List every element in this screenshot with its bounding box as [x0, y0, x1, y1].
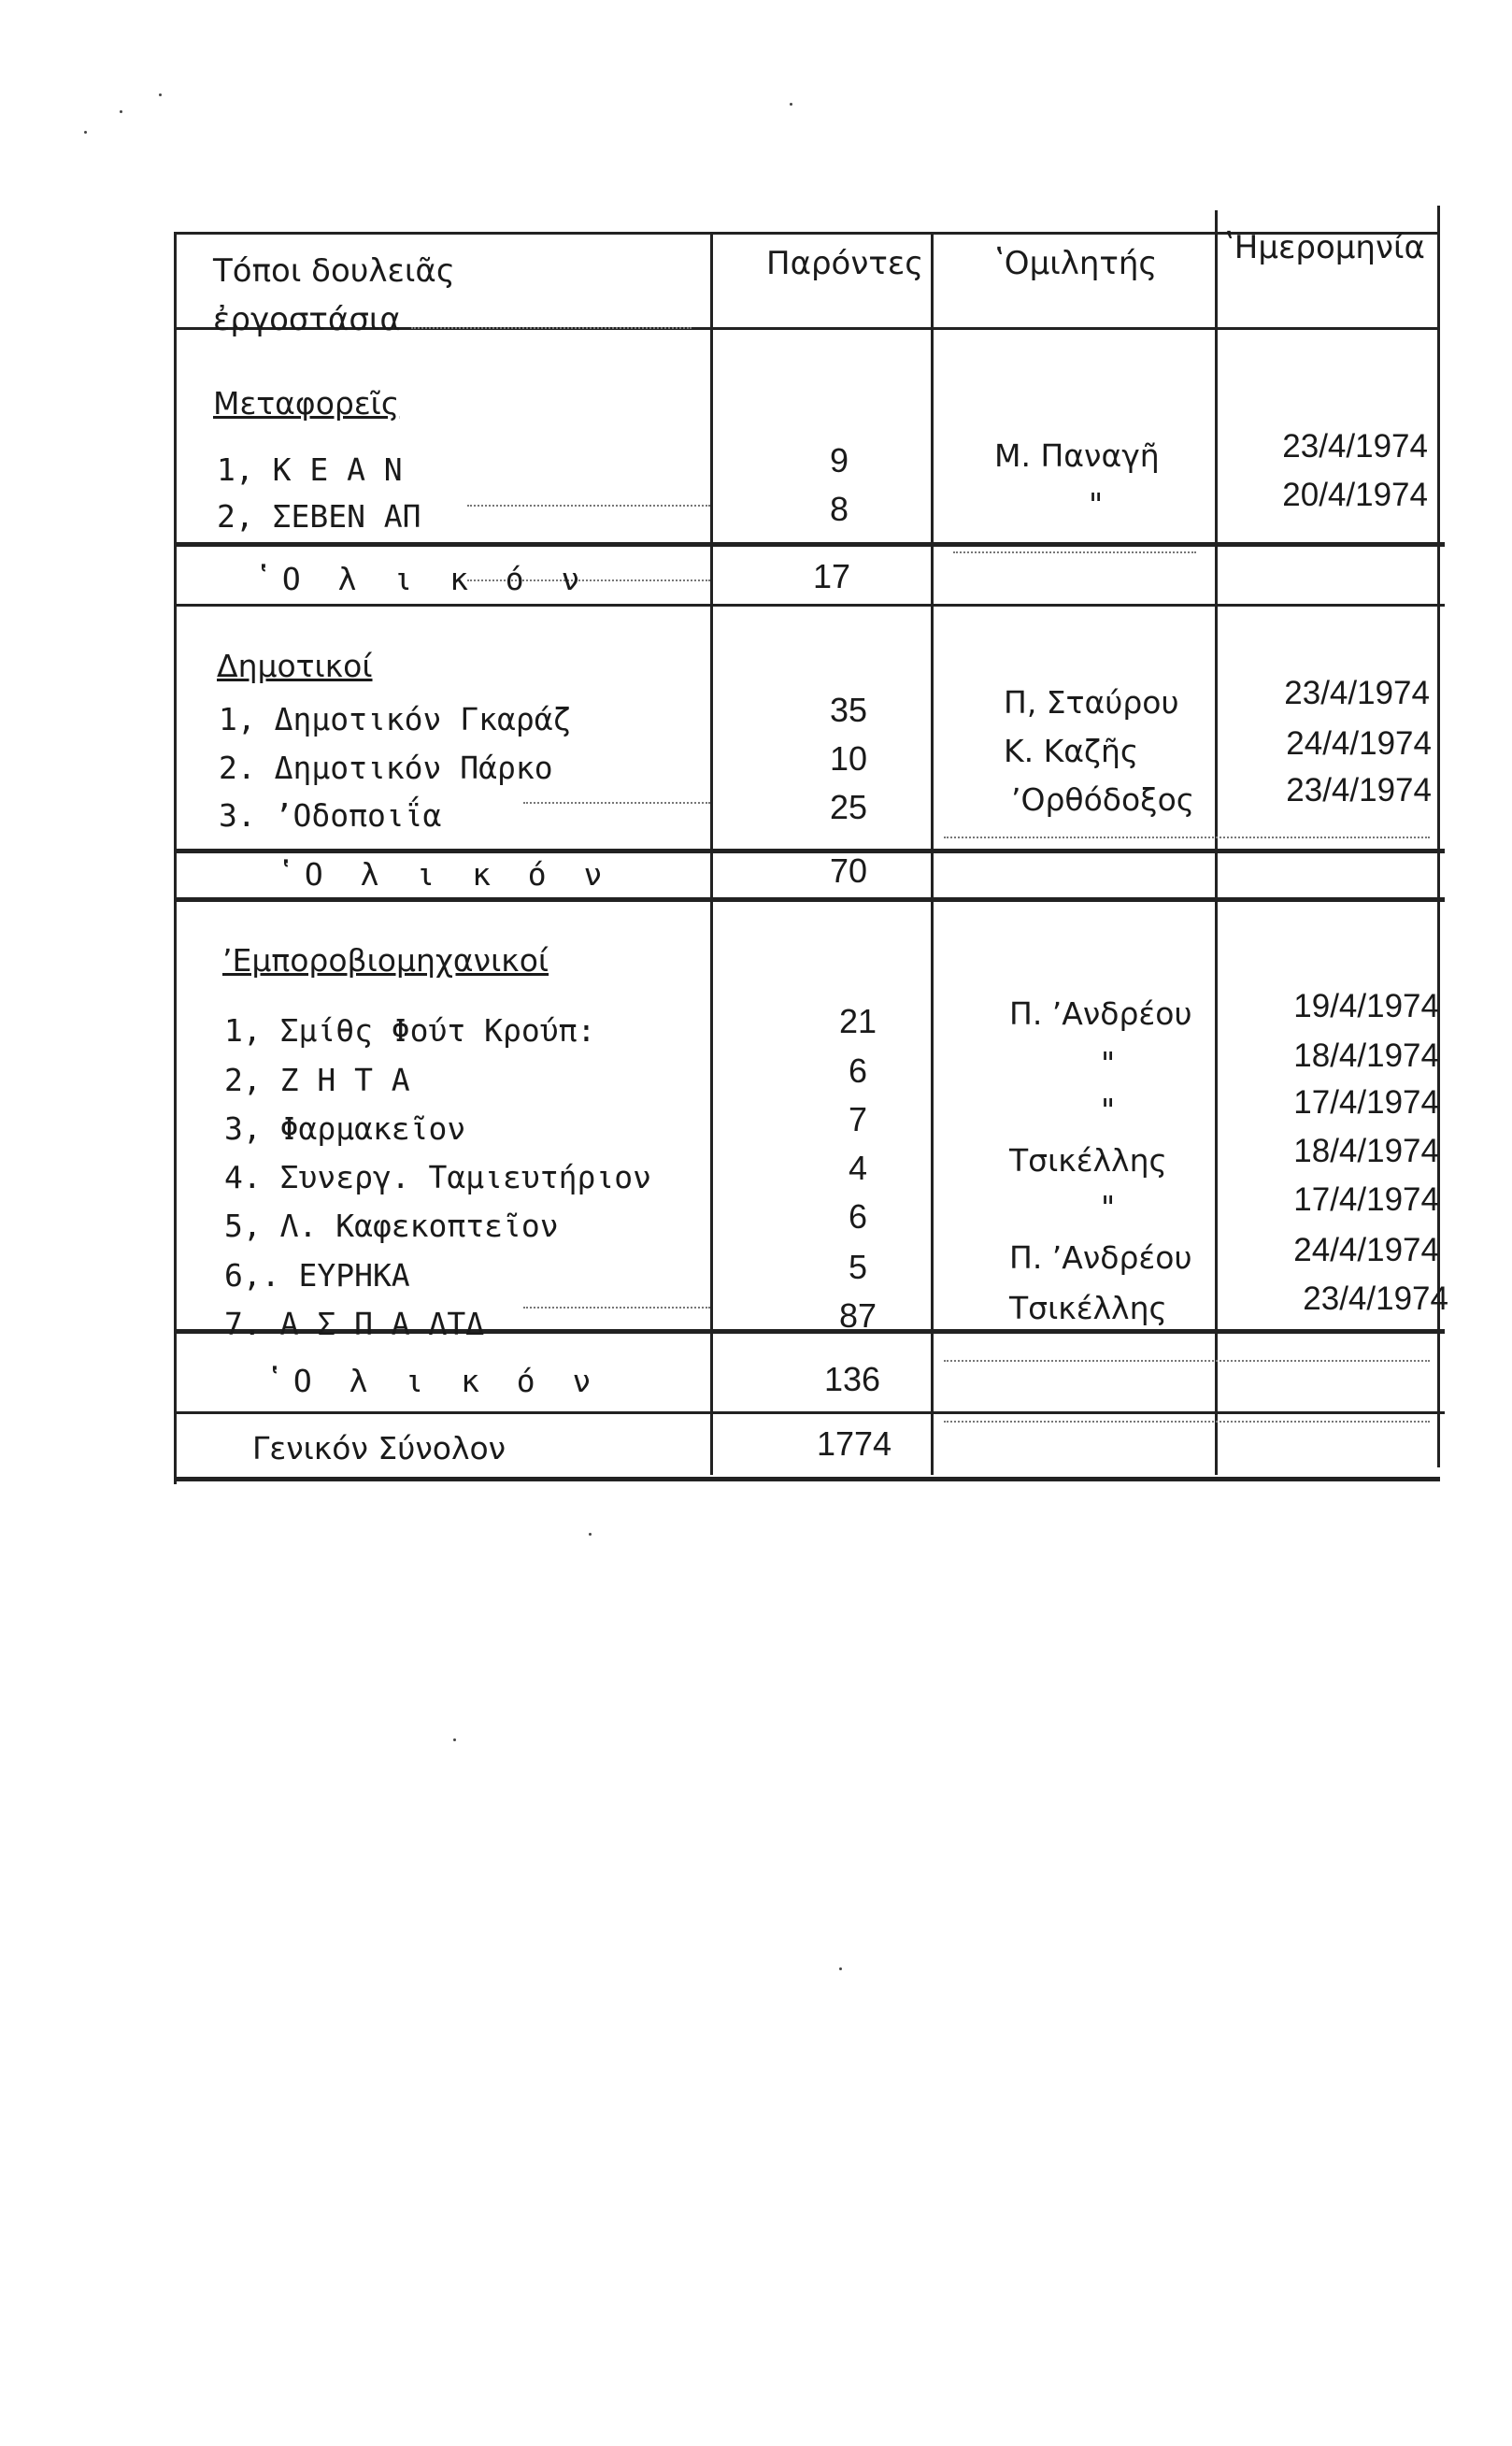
row-speaker: Μ. Παναγῆ — [994, 437, 1160, 474]
row-speaker: Τσικέλλης — [1009, 1142, 1167, 1179]
scan-speck — [839, 1967, 842, 1970]
section-total-label: ʽΟ λ ι κ ό ν — [265, 1363, 601, 1399]
row-name: 3. ʼΟδοποιΐα — [219, 797, 442, 834]
row-date: 20/4/1974 — [1282, 477, 1428, 513]
section1-total-top — [174, 542, 1445, 547]
scan-speck — [589, 1533, 592, 1536]
section-total-label: ʽΟ λ ι κ ό ν — [254, 561, 590, 597]
row-speaker: Π, Σταύρου — [1004, 684, 1179, 721]
row-name: 2, Ζ Η Τ Α — [224, 1062, 410, 1098]
row-speaker: ʼΟρθόδοξος — [1011, 781, 1195, 818]
dotted-leader — [523, 1307, 710, 1309]
row-name: 7. Α Σ Π Α ΛΤΔ — [224, 1306, 485, 1342]
row-speaker: " — [1089, 486, 1104, 522]
row-present: 7 — [848, 1100, 868, 1138]
row-speaker: Π. ʼΑνδρέου — [1009, 1239, 1192, 1276]
row-present: 35 — [829, 691, 868, 729]
row-speaker: Τσικέλλης — [1009, 1290, 1167, 1326]
row-speaker: Κ. Καζῆς — [1004, 733, 1139, 769]
row-name: 2. Δημοτικόν Πάρκο — [219, 750, 553, 786]
row-date: 24/4/1974 — [1293, 1232, 1439, 1268]
row-date: 18/4/1974 — [1293, 1037, 1439, 1074]
grand-total-value: 1774 — [816, 1424, 892, 1463]
grand-total-label: Γενικόν Σύνολον — [252, 1430, 506, 1466]
row-date: 18/4/1974 — [1293, 1133, 1439, 1169]
scan-speck — [453, 1738, 456, 1741]
row-speaker: " — [1101, 1045, 1116, 1081]
dotted-leader — [944, 1360, 1430, 1362]
header-place-line1: Τόποι δουλειᾶς — [213, 252, 455, 290]
row-name: 4. Συνεργ. Ταμιευτήριον — [224, 1159, 651, 1195]
row-date: 17/4/1974 — [1293, 1084, 1439, 1121]
row-date: 23/4/1974 — [1303, 1280, 1448, 1317]
section-total-label: ʽΟ λ ι κ ό ν — [277, 856, 612, 893]
section-total-value: 136 — [823, 1360, 881, 1398]
scan-speck — [120, 110, 122, 113]
dotted-leader — [944, 837, 1430, 838]
row-name: 2, ΣΕΒΕΝ ΑΠ — [217, 498, 421, 535]
section-title: Δημοτικοί — [217, 648, 373, 684]
row-name: 6,. ΕΥΡΗΚΑ — [224, 1257, 410, 1294]
section2-total-bottom — [174, 897, 1445, 902]
row-present: 21 — [838, 1002, 877, 1040]
row-name: 5, Λ. Καφεκοπτεῖον — [224, 1208, 559, 1244]
scan-speck — [790, 103, 792, 106]
row-present: 9 — [829, 441, 849, 479]
row-present: 8 — [829, 490, 849, 528]
row-name: 1, Δημοτικόν Γκαράζ — [219, 701, 572, 737]
section-title: ʼΕμποροβιομηχανικοί — [222, 942, 549, 979]
row-present: 4 — [848, 1149, 868, 1187]
row-present: 87 — [838, 1296, 877, 1335]
section-total-value: 17 — [812, 557, 851, 595]
row-date: 17/4/1974 — [1293, 1181, 1439, 1218]
row-name: 1, Κ Ε Α Ν — [217, 451, 403, 488]
row-present: 5 — [848, 1248, 868, 1286]
row-present: 6 — [848, 1051, 868, 1090]
scan-speck — [84, 131, 87, 134]
row-date: 24/4/1974 — [1286, 725, 1432, 762]
column-divider-present — [710, 232, 713, 1475]
section-total-value: 70 — [829, 851, 868, 890]
dotted-leader — [523, 802, 710, 804]
section1-total-bottom — [174, 604, 1445, 607]
row-date: 19/4/1974 — [1293, 988, 1439, 1024]
row-date: 23/4/1974 — [1282, 428, 1428, 465]
scan-speck — [159, 93, 162, 96]
dotted-leader — [953, 551, 1196, 553]
row-present: 10 — [829, 739, 868, 778]
column-divider-speaker — [931, 232, 934, 1475]
dotted-leader — [944, 1421, 1430, 1423]
header-speaker: ʽΟμιλητής — [994, 245, 1158, 282]
header-date: ʽΗμερομηνία — [1224, 229, 1425, 266]
header-present: Παρόντες — [766, 245, 924, 282]
section3-total-bottom — [174, 1411, 1445, 1414]
column-divider-date — [1215, 210, 1218, 1475]
table-bottom-border — [174, 1477, 1440, 1481]
section-title: Μεταφορεῖς — [213, 385, 400, 422]
row-present: 25 — [829, 788, 868, 826]
row-speaker: " — [1101, 1092, 1116, 1128]
row-present: 6 — [848, 1197, 868, 1236]
table-border-right — [1437, 206, 1440, 1467]
row-date: 23/4/1974 — [1286, 772, 1432, 808]
header-place-line2: ἐργοστάσια — [213, 301, 401, 338]
row-name: 1, Σμίθς Φούτ Κρούπ: — [224, 1012, 596, 1049]
row-date: 23/4/1974 — [1284, 675, 1430, 711]
dotted-leader — [467, 505, 710, 507]
row-name: 3, Φαρμακεῖον — [224, 1110, 466, 1147]
row-speaker: " — [1101, 1189, 1116, 1225]
dotted-leader — [411, 327, 692, 329]
row-speaker: Π. ʼΑνδρέου — [1009, 995, 1192, 1032]
table-border-left — [174, 232, 177, 1484]
